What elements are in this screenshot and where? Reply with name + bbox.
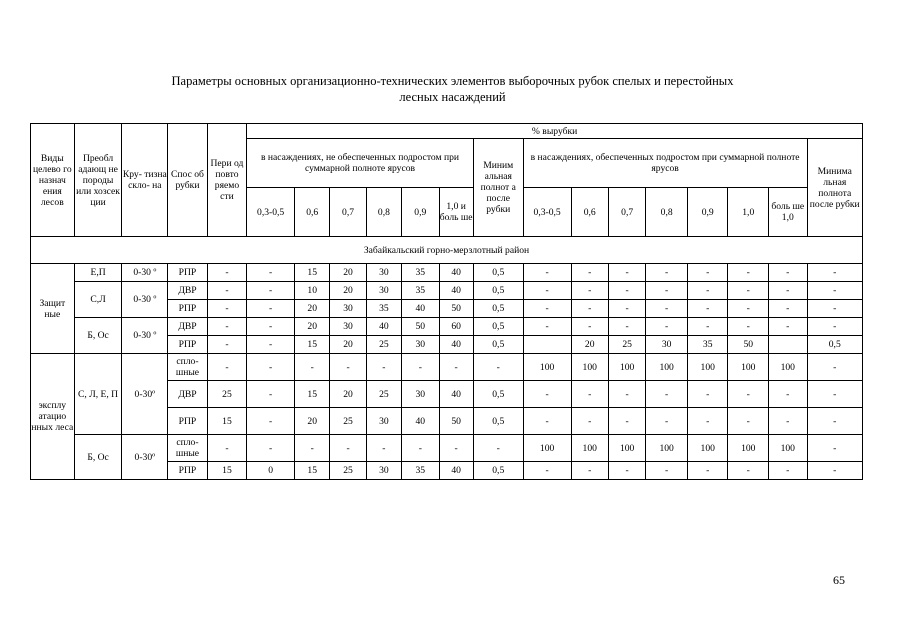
- cut-value-cell: 20: [330, 264, 366, 282]
- cut-value-cell: -: [608, 264, 645, 282]
- cut-value-cell: 40: [439, 336, 473, 354]
- cut-value-cell: 100: [608, 435, 645, 462]
- cut-value-cell: 10: [295, 282, 330, 300]
- cut-value-cell: -: [247, 318, 295, 336]
- species-cell: С, Л, Е, П: [74, 354, 122, 435]
- cut-value-cell: 100: [571, 354, 608, 381]
- cut-value-cell: -: [366, 354, 401, 381]
- cut-value-cell: -: [247, 354, 295, 381]
- cut-value-cell: -: [646, 282, 688, 300]
- cut-value-cell: 40: [366, 318, 401, 336]
- cut-value-cell: 30: [366, 408, 401, 435]
- density-col-header: боль ше 1,0: [769, 188, 807, 237]
- cut-value-cell: 100: [728, 435, 769, 462]
- min-density-cell: 0,5: [473, 300, 523, 318]
- cut-value-cell: 100: [687, 354, 728, 381]
- period-cell: -: [207, 336, 247, 354]
- cut-value-cell: 40: [439, 462, 473, 480]
- cut-value-cell: -: [295, 435, 330, 462]
- cut-value-cell: -: [523, 282, 571, 300]
- cut-value-cell: -: [523, 300, 571, 318]
- min-density-cell: -: [473, 435, 523, 462]
- group-exploitation: эксплу атацио нных леса: [31, 354, 75, 480]
- cut-value-cell: -: [571, 462, 608, 480]
- header-method: Спос об рубки: [168, 124, 208, 237]
- cut-value-cell: 50: [728, 336, 769, 354]
- period-cell: 15: [207, 462, 247, 480]
- slope-cell: 0-30º: [122, 354, 168, 435]
- cut-value-cell: 40: [402, 300, 439, 318]
- cut-value-cell: -: [247, 336, 295, 354]
- cut-value-cell: -: [439, 354, 473, 381]
- cut-value-cell: -: [247, 264, 295, 282]
- cut-value-cell: 25: [366, 381, 401, 408]
- cut-value-cell: -: [608, 300, 645, 318]
- cut-value-cell: -: [769, 462, 807, 480]
- method-cell: ДВР: [168, 282, 208, 300]
- method-cell: РПР: [168, 300, 208, 318]
- slope-cell: 0-30 º: [122, 282, 168, 318]
- cut-value-cell: -: [247, 300, 295, 318]
- cut-value-cell: 25: [330, 408, 366, 435]
- cut-value-cell: -: [687, 381, 728, 408]
- cut-value-cell: 100: [608, 354, 645, 381]
- cut-value-cell: 30: [330, 300, 366, 318]
- cut-value-cell: 20: [295, 300, 330, 318]
- min-density-cell: -: [807, 435, 863, 462]
- cut-value-cell: -: [646, 462, 688, 480]
- logging-parameters-table: [30, 123, 863, 480]
- header-cut-percent: % вырубки: [247, 124, 863, 139]
- min-density-cell: -: [807, 318, 863, 336]
- cut-value-cell: 35: [402, 462, 439, 480]
- slope-cell: 0-30 º: [122, 264, 168, 282]
- cut-value-cell: 100: [646, 435, 688, 462]
- cut-value-cell: -: [523, 408, 571, 435]
- density-col-header: 0,6: [571, 188, 608, 237]
- cut-value-cell: -: [769, 282, 807, 300]
- min-density-cell: -: [473, 354, 523, 381]
- cut-value-cell: 40: [402, 408, 439, 435]
- cut-value-cell: 100: [728, 354, 769, 381]
- density-col-header: 1,0: [728, 188, 769, 237]
- cut-value-cell: -: [571, 381, 608, 408]
- cut-value-cell: -: [728, 408, 769, 435]
- method-cell: РПР: [168, 462, 208, 480]
- cut-value-cell: -: [687, 408, 728, 435]
- min-density-cell: 0,5: [473, 264, 523, 282]
- cut-value-cell: 35: [402, 264, 439, 282]
- cut-value-cell: 15: [295, 336, 330, 354]
- species-cell: Е,П: [74, 264, 122, 282]
- header-min-density-1: Миним альная полнот а после рубки: [473, 139, 523, 237]
- min-density-cell: -: [807, 282, 863, 300]
- cut-value-cell: -: [402, 354, 439, 381]
- page-number: 65: [833, 573, 845, 587]
- min-density-cell: 0,5: [473, 282, 523, 300]
- method-cell: ДВР: [168, 318, 208, 336]
- period-cell: -: [207, 264, 247, 282]
- min-density-cell: 0,5: [473, 318, 523, 336]
- cut-value-cell: 30: [402, 336, 439, 354]
- cut-value-cell: -: [608, 408, 645, 435]
- cut-value-cell: 30: [330, 318, 366, 336]
- title-line-2: лесных насаждений: [399, 90, 506, 104]
- cut-value-cell: -: [608, 318, 645, 336]
- cut-value-cell: -: [330, 354, 366, 381]
- cut-value-cell: 15: [295, 462, 330, 480]
- min-density-cell: 0,5: [473, 336, 523, 354]
- cut-value-cell: 100: [571, 435, 608, 462]
- cut-value-cell: 100: [687, 435, 728, 462]
- period-cell: -: [207, 318, 247, 336]
- cut-value-cell: -: [769, 408, 807, 435]
- density-col-header: 0,7: [608, 188, 645, 237]
- cut-value-cell: 20: [295, 408, 330, 435]
- density-col-header: 0,7: [330, 188, 366, 237]
- density-col-header: 0,3-0,5: [523, 188, 571, 237]
- header-min-density-2: Минима льная полнота после рубки: [807, 139, 863, 237]
- cut-value-cell: -: [366, 435, 401, 462]
- min-density-cell: 0,5: [473, 462, 523, 480]
- cut-value-cell: -: [728, 381, 769, 408]
- min-density-cell: -: [807, 300, 863, 318]
- cut-value-cell: -: [769, 300, 807, 318]
- min-density-cell: 0,5: [807, 336, 863, 354]
- cut-value-cell: -: [687, 264, 728, 282]
- cut-value-cell: -: [439, 435, 473, 462]
- min-density-cell: 0,5: [473, 381, 523, 408]
- cut-value-cell: 20: [330, 336, 366, 354]
- cut-value-cell: 20: [330, 282, 366, 300]
- species-cell: С,Л: [74, 282, 122, 318]
- period-cell: -: [207, 300, 247, 318]
- density-col-header: 0,3-0,5: [247, 188, 295, 237]
- cut-value-cell: -: [687, 318, 728, 336]
- cut-value-cell: -: [728, 462, 769, 480]
- cut-value-cell: -: [330, 435, 366, 462]
- cut-value-cell: -: [687, 462, 728, 480]
- cut-value-cell: -: [523, 381, 571, 408]
- header-no-undergrowth: в насаждениях, не обеспеченных подростом при суммарной полноте ярусов: [247, 139, 474, 188]
- cut-value-cell: -: [769, 318, 807, 336]
- cut-value-cell: 30: [366, 264, 401, 282]
- min-density-cell: -: [807, 264, 863, 282]
- cut-value-cell: -: [571, 318, 608, 336]
- cut-value-cell: 35: [366, 300, 401, 318]
- density-col-header: 0,6: [295, 188, 330, 237]
- slope-cell: 0-30º: [122, 435, 168, 480]
- method-cell: РПР: [168, 408, 208, 435]
- cut-value-cell: -: [402, 435, 439, 462]
- cut-value-cell: -: [523, 264, 571, 282]
- cut-value-cell: -: [646, 408, 688, 435]
- cut-value-cell: [769, 336, 807, 354]
- cut-value-cell: 100: [523, 354, 571, 381]
- cut-value-cell: -: [571, 408, 608, 435]
- document-title: [0, 73, 905, 105]
- species-cell: Б, Ос: [74, 435, 122, 480]
- cut-value-cell: -: [687, 300, 728, 318]
- period-cell: -: [207, 282, 247, 300]
- period-cell: 15: [207, 408, 247, 435]
- cut-value-cell: -: [608, 462, 645, 480]
- cut-value-cell: -: [523, 462, 571, 480]
- cut-value-cell: -: [247, 435, 295, 462]
- group-protective: Защит ные: [31, 264, 75, 354]
- cut-value-cell: -: [295, 354, 330, 381]
- table-row: [31, 435, 863, 462]
- slope-cell: 0-30 º: [122, 318, 168, 354]
- density-col-header: 1,0 и боль ше: [439, 188, 473, 237]
- method-cell: РПР: [168, 336, 208, 354]
- method-cell: спло- шные: [168, 435, 208, 462]
- cut-value-cell: -: [728, 318, 769, 336]
- cut-value-cell: 25: [366, 336, 401, 354]
- cut-value-cell: -: [769, 264, 807, 282]
- cut-value-cell: -: [247, 282, 295, 300]
- period-cell: -: [207, 354, 247, 381]
- cut-value-cell: 40: [439, 282, 473, 300]
- cut-value-cell: -: [608, 282, 645, 300]
- min-density-cell: -: [807, 354, 863, 381]
- cut-value-cell: -: [728, 282, 769, 300]
- density-col-header: 0,9: [402, 188, 439, 237]
- cut-value-cell: 30: [366, 462, 401, 480]
- method-cell: РПР: [168, 264, 208, 282]
- cut-value-cell: 35: [402, 282, 439, 300]
- cut-value-cell: 30: [646, 336, 688, 354]
- header-with-undergrowth: в насаждениях, обеспеченных подростом при суммарной полноте ярусов: [523, 139, 807, 188]
- cut-value-cell: 20: [295, 318, 330, 336]
- cut-value-cell: 50: [439, 408, 473, 435]
- cut-value-cell: 40: [439, 381, 473, 408]
- header-species: Преобл адающ не породы или хозсек ции: [74, 124, 122, 237]
- table-row: [31, 264, 863, 282]
- cut-value-cell: 0: [247, 462, 295, 480]
- cut-value-cell: 100: [769, 435, 807, 462]
- title-line-1: Параметры основных организационно-технических элементов выборочных рубок спелых и перестойных: [171, 74, 734, 88]
- region-label: Забайкальский горно-мерзлотный район: [31, 237, 863, 264]
- header-slope: Кру- тизна скло- на: [122, 124, 168, 237]
- cut-value-cell: 50: [439, 300, 473, 318]
- cut-value-cell: -: [646, 264, 688, 282]
- cut-value-cell: 25: [608, 336, 645, 354]
- cut-value-cell: -: [646, 318, 688, 336]
- table-row: [31, 282, 863, 300]
- period-cell: 25: [207, 381, 247, 408]
- cut-value-cell: -: [608, 381, 645, 408]
- min-density-cell: -: [807, 381, 863, 408]
- table-row: [31, 318, 863, 336]
- cut-value-cell: -: [247, 408, 295, 435]
- table-row: [31, 354, 863, 381]
- cut-value-cell: -: [523, 318, 571, 336]
- min-density-cell: -: [807, 462, 863, 480]
- cut-value-cell: -: [646, 381, 688, 408]
- header-forest-types: Виды целево го назнач ения лесов: [31, 124, 75, 237]
- cut-value-cell: -: [571, 300, 608, 318]
- species-cell: Б, Ос: [74, 318, 122, 354]
- density-col-header: 0,9: [687, 188, 728, 237]
- min-density-cell: -: [807, 408, 863, 435]
- cut-value-cell: -: [571, 282, 608, 300]
- cut-value-cell: 35: [687, 336, 728, 354]
- cut-value-cell: 30: [402, 381, 439, 408]
- density-col-header: 0,8: [646, 188, 688, 237]
- cut-value-cell: 40: [439, 264, 473, 282]
- density-col-header: 0,8: [366, 188, 401, 237]
- cut-value-cell: 20: [571, 336, 608, 354]
- header-period: Пери од повто ряемо сти: [207, 124, 247, 237]
- cut-value-cell: -: [247, 381, 295, 408]
- cut-value-cell: 100: [523, 435, 571, 462]
- period-cell: -: [207, 435, 247, 462]
- cut-value-cell: 30: [366, 282, 401, 300]
- cut-value-cell: -: [571, 264, 608, 282]
- cut-value-cell: 100: [646, 354, 688, 381]
- cut-value-cell: -: [646, 300, 688, 318]
- cut-value-cell: -: [728, 300, 769, 318]
- cut-value-cell: -: [769, 381, 807, 408]
- cut-value-cell: -: [687, 282, 728, 300]
- method-cell: ДВР: [168, 381, 208, 408]
- cut-value-cell: 25: [330, 462, 366, 480]
- cut-value-cell: 15: [295, 381, 330, 408]
- cut-value-cell: 50: [402, 318, 439, 336]
- cut-value-cell: 15: [295, 264, 330, 282]
- cut-value-cell: 20: [330, 381, 366, 408]
- cut-value-cell: [523, 336, 571, 354]
- min-density-cell: 0,5: [473, 408, 523, 435]
- cut-value-cell: 100: [769, 354, 807, 381]
- cut-value-cell: 60: [439, 318, 473, 336]
- method-cell: спло- шные: [168, 354, 208, 381]
- cut-value-cell: -: [728, 264, 769, 282]
